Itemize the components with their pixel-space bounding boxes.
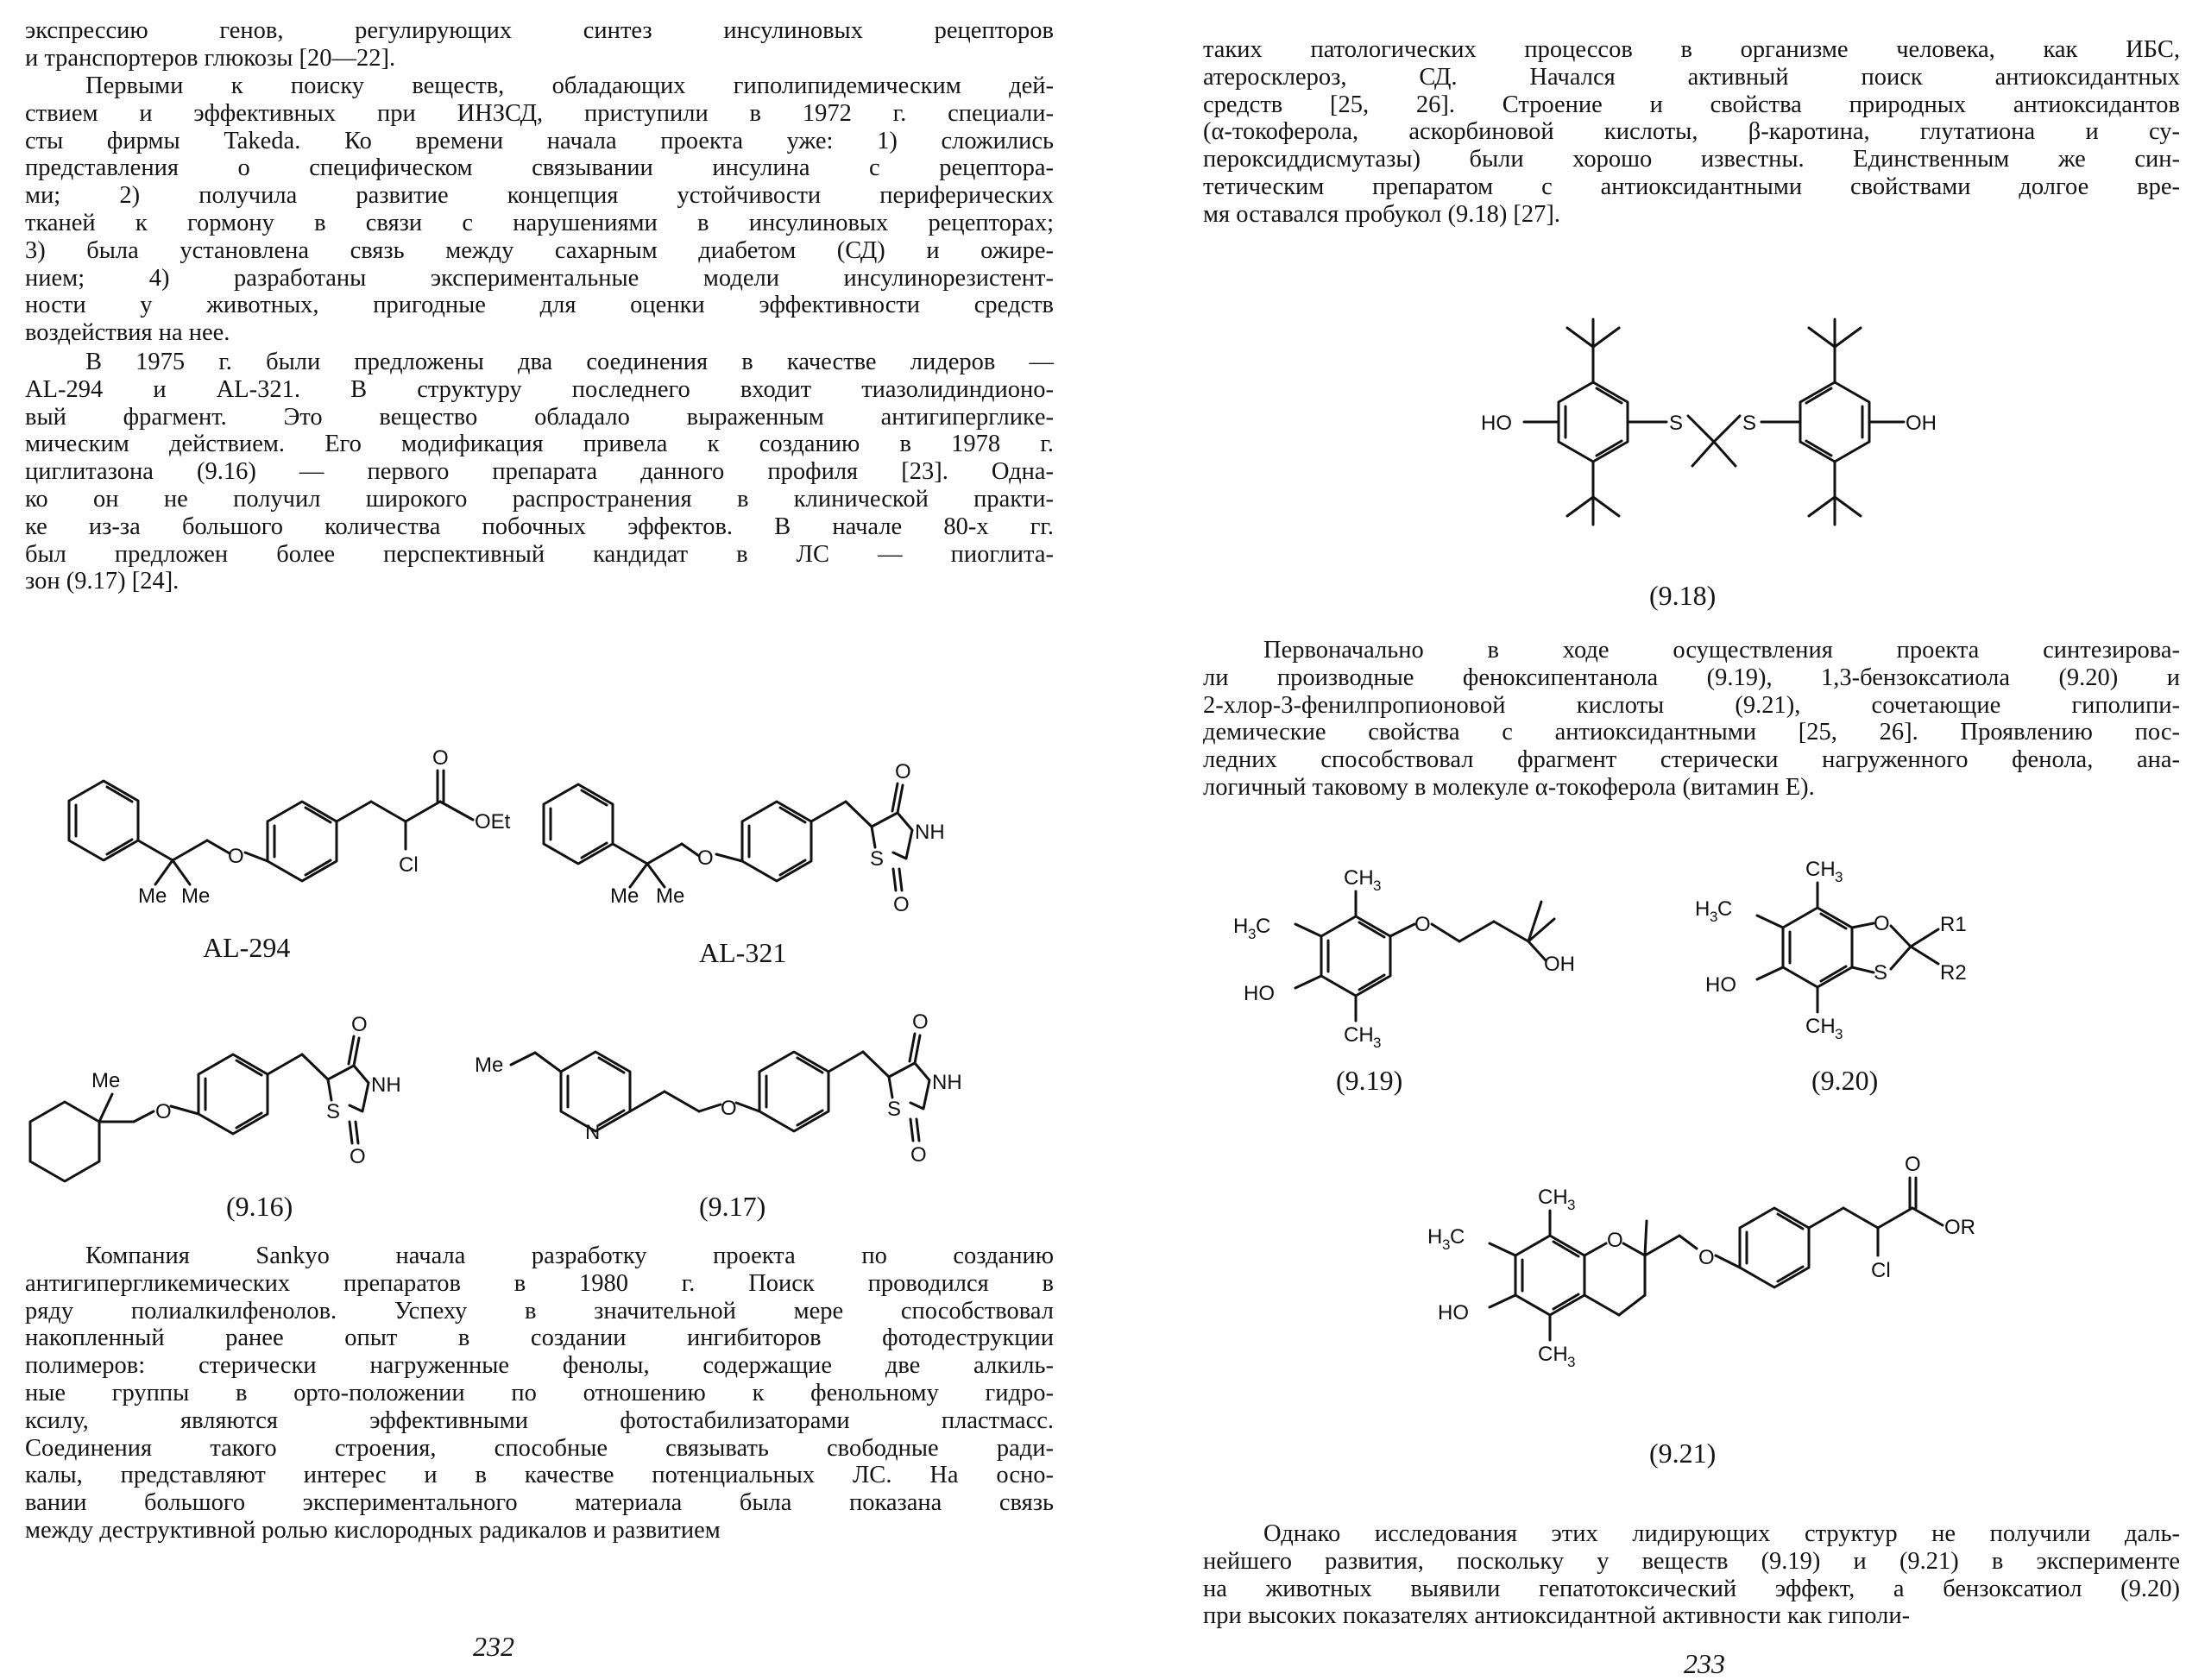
atom-label: S [887,1098,902,1121]
atom-label: O [1698,1246,1715,1269]
text-line: на животных выявили гепатотоксический эффект, а бензоксатиол (9.20) [1203,1575,2180,1602]
atom-label: R2 [1940,961,1967,985]
atom-label: R1 [1940,913,1967,936]
page-number: 232 [473,1631,514,1662]
text-line: между деструктивной ролью кислородных радикалов и развитием [25,1516,721,1544]
atom-label: NH [932,1071,962,1094]
atom-label: H [1695,897,1710,921]
text-line: калы, представляют интерес и в качестве потенциальных ЛС. На осно- [25,1462,1054,1489]
compound-label: (9.17) [699,1191,766,1222]
left-page [0,0,1093,1673]
atom-label: CH [1538,1186,1568,1209]
right-page [1093,0,2186,1679]
atom-label: O [1607,1229,1623,1252]
paragraph [25,349,1054,595]
compound-label: AL-294 [203,932,291,963]
text-line: ряду полиалкилфенолов. Успеху в значительной мере способствовал [25,1297,1054,1324]
structure-al-294 [35,742,535,932]
text-line: воздействия на нее. [25,319,230,347]
text-line: циглитазона (9.16) — первого препарата данного профиля [23]. Одна- [25,458,1054,486]
compound-label: (9.19) [1336,1065,1403,1096]
svg-text:3: 3 [1373,878,1382,894]
text-line: мическим действием. Его модификация привела к созданию в 1978 г. [25,431,1054,458]
text-line: Соединения такого строения, способные связывать свободные ради- [25,1434,1054,1462]
text-line: 2-хлор-3-фенилпропионовой кислоты (9.21), сочетающие гиполипи- [1203,691,2180,719]
svg-text:3: 3 [1373,1035,1382,1051]
atom-label: CH [1538,1343,1568,1366]
atom-label: O [1905,1153,1921,1176]
paragraph [25,72,1054,347]
atom-label: CH [1344,1023,1374,1047]
atom-label: H [1233,915,1249,938]
text-line: ледних способствовал фрагмент стерически нагруженного фенола, ана- [1203,746,2180,774]
atom-label: S [1669,412,1684,435]
text-line: AL-294 и AL-321. В структуру последнего входит тиазолидиндионо- [25,375,1054,403]
text-line: ствием и эффективных при ИНЗСД, приступили в 1972 г. специали- [25,99,1054,127]
svg-text:3: 3 [1442,1236,1451,1253]
compound-label: AL-321 [699,937,787,968]
svg-text:3: 3 [1710,909,1718,925]
text-line: экспрессию генов, регулирующих синтез инсулиновых рецепторов [25,17,1054,44]
text-line: накопленный ранее опыт в создании ингибиторов фотодеструкции [25,1324,1054,1352]
text-line: логичный таковому в молекуле α-токоферола (витамин E). [1203,773,1815,801]
atom-label: CH [1805,858,1836,881]
svg-text:C: C [1450,1225,1465,1249]
atom-label: O [697,846,714,870]
structure-compound-9-19 [1209,850,1606,1057]
svg-text:3: 3 [1835,1026,1843,1042]
structure-ciglitazone [17,992,449,1182]
paragraph [1203,36,2180,229]
svg-text:3: 3 [1567,1197,1576,1213]
text-line: мя оставался пробукол (9.18) [27]. [1203,200,1561,228]
atom-label: NH [915,821,945,844]
text-line: был предложен более перспективный кандидат в ЛС — пиоглита- [25,540,1054,568]
page-number: 233 [1684,1648,1725,1679]
compound-label: (9.20) [1811,1065,1879,1096]
text-line: ми; 2) получила развитие концепция устойчивости периферических [25,182,1054,210]
text-line: атеросклероз, СД. Начался активный поиск антиоксидантных [1203,63,2180,91]
text-line: нием; 4) разработаны экспериментальные модели инсулинорезистент- [25,264,1054,292]
text-line: и транспортеров глюкозы [20—22]. [25,44,396,72]
compound-label: (9.18) [1649,580,1717,611]
structure-probucol [1455,293,2059,569]
atom-label: O [1874,912,1890,935]
atom-label: O [432,746,449,770]
atom-label: S [1874,961,1888,985]
text-line: антигипергликемических препаратов в 1980 г. Поиск проводился в [25,1269,1054,1297]
atom-label: NH [371,1073,401,1097]
atom-label: OEt [475,810,511,834]
compound-label: (9.16) [226,1191,293,1222]
atom-label: CH [1344,866,1374,890]
text-line: ке из-за большого количества побочных эффектов. В начале 80-х гг. [25,513,1054,540]
text-line: представления о специфическом связывании инсулина с рецептора- [25,154,1054,182]
atom-label: O [1414,913,1431,936]
atom-label: O [351,1013,368,1036]
paragraph [1203,1520,2180,1630]
paragraph [25,1243,1054,1545]
text-line: ксилу, являются эффективными фотостабилизаторами пластмасс. [25,1406,1054,1434]
atom-label: Me [475,1054,504,1077]
atom-label: S [326,1100,341,1123]
atom-label: Me [610,884,639,908]
text-line: нейшего развития, поскольку у веществ (9.19) и (9.21) в эксперименте [1203,1547,2180,1575]
atom-label: HO [1244,982,1275,1005]
svg-text:C: C [1256,915,1271,938]
compound-label: (9.21) [1649,1438,1717,1469]
text-line: вании большого экспериментального материала была показана связь [25,1489,1054,1517]
text-line: Первоначально в ходе осуществления проекта синтезирова- [1263,637,2180,664]
text-line: демические свойства с антиоксидантными [25, 26]. Проявлению пос- [1203,719,2180,746]
text-line: ности у животных, пригодные для оценки эффективности средств [25,292,1054,319]
text-line: при высоких показателях антиоксидантной активности как гиполи- [1203,1602,1911,1630]
structure-pioglitazone [475,992,1027,1182]
atom-label: S [870,847,885,871]
atom-label: Me [656,884,685,908]
text-line: вый фрагмент. Это вещество обладало выраженным антигипергликe- [25,403,1054,431]
atom-label: O [893,893,910,916]
svg-text:3: 3 [1835,869,1843,885]
atom-label: Cl [1871,1259,1891,1282]
svg-text:3: 3 [1248,926,1257,942]
text-line: (α-токоферола, аскорбиновой кислоты, β-каротина, глутатиона и су- [1203,118,2180,146]
atom-label: H [1427,1225,1443,1249]
paragraph [1203,637,2180,802]
atom-label: OH [1544,953,1575,976]
structure-compound-9-20 [1688,841,2076,1048]
text-line: средств [25, 26]. Строение и свойства природных антиоксидантов [1203,91,2180,118]
text-line: В 1975 г. были предложены два соединения в качестве лидеров — [85,349,1054,375]
atom-label: O [155,1100,172,1123]
atom-label: S [1742,412,1757,435]
text-line: зон (9.17) [24]. [25,568,180,595]
text-line: тетическим препаратом с антиоксидантными свойствами долгое вре- [1203,173,2180,200]
paragraph [25,17,1054,72]
text-line: 3) была установлена связь между сахарным диабетом (СД) и ожире- [25,236,1054,264]
text-line: сты фирмы Takeda. Ко времени начала проекта уже: 1) сложились [25,127,1054,154]
atom-label: OR [1944,1216,1975,1239]
svg-text:C: C [1717,897,1733,921]
text-line: ли производные феноксипентанола (9.19), 1,3-бензоксатиола (9.20) и [1203,664,2180,691]
text-line: ко он не получил широкого распространения в клинической практи- [25,485,1054,513]
atom-label: HO [1481,412,1512,435]
atom-label: O [912,1010,929,1034]
atom-label: HO [1438,1301,1469,1324]
atom-label: HO [1705,973,1736,997]
text-line: тканей к гормону в связи с нарушениями в инсулиновых рецепторах; [25,209,1054,236]
text-line: Первыми к поиску веществ, обладающих гиполипидемическим дей- [85,72,1054,99]
atom-label: OH [1906,412,1937,435]
atom-label: Cl [399,853,419,877]
svg-text:3: 3 [1567,1354,1576,1370]
atom-label: O [228,845,244,868]
atom-label: Me [138,884,167,908]
atom-label: Me [181,884,211,908]
text-line: Компания Sankyo начала разработку проекта по созданию [85,1243,1054,1269]
text-line: Однако исследования этих лидирующих структур не получили даль- [1263,1520,2180,1547]
text-line: таких патологических процессов в организме человека, как ИБС, [1203,36,2180,63]
atom-label: Me [91,1069,121,1092]
structure-compound-9-21 [1395,1126,2051,1411]
atom-label: O [895,760,911,783]
structure-al-321 [526,742,992,932]
atom-label: O [721,1097,737,1120]
text-line: ные группы в орто-положении по отношению к фенольному гидро- [25,1379,1054,1406]
atom-label: O [350,1145,366,1168]
text-line: пероксиддисмутазы) были хорошо известны. Единственным же син- [1203,146,2180,173]
atom-label: CH [1805,1015,1836,1038]
atom-label: N [585,1121,601,1144]
atom-label: O [910,1143,927,1167]
text-line: полимеров: стерически нагруженные фенолы, содержащие две алкиль- [25,1352,1054,1380]
